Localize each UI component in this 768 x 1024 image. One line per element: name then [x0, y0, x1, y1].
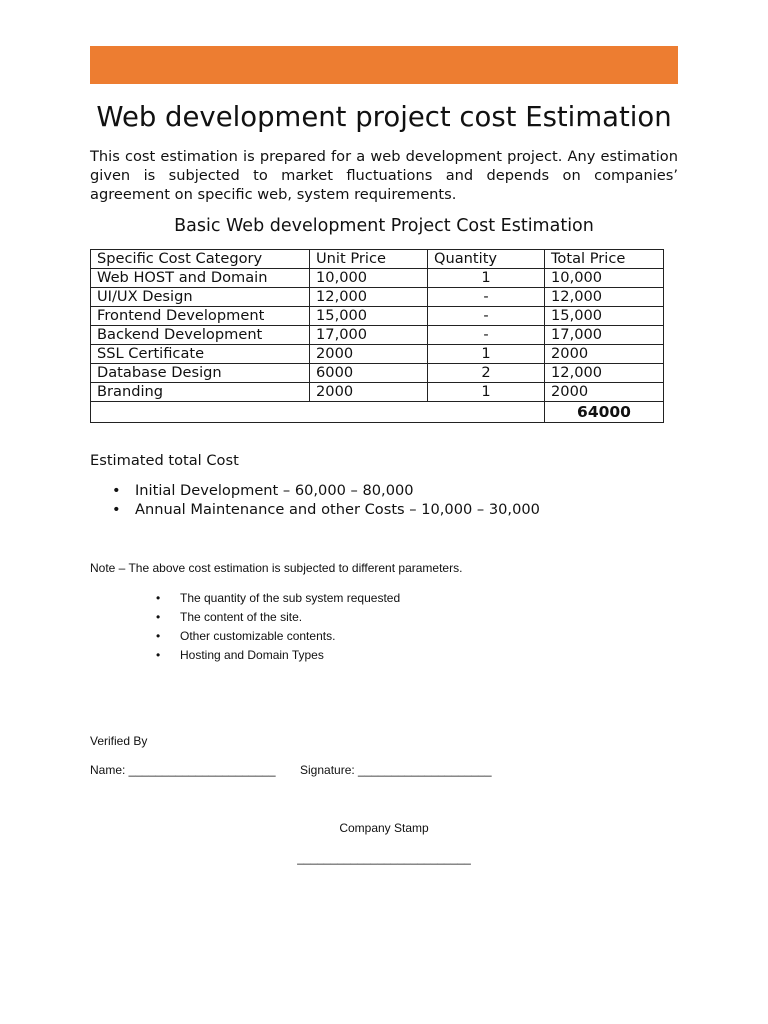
- cost-table: [90, 249, 664, 423]
- cell-unit-price: 15,000: [310, 307, 428, 326]
- name-field-line: Name: ______________________: [90, 763, 276, 777]
- cell-unit-price: 17,000: [310, 326, 428, 345]
- company-stamp-line: __________________________: [297, 851, 471, 865]
- table-row: [91, 307, 664, 326]
- parameter-label: The quantity of the sub system requested: [180, 591, 401, 605]
- estimate-heading: Estimated total Cost: [90, 452, 239, 469]
- table-row: [91, 269, 664, 288]
- table-header-row: [91, 250, 664, 269]
- intro-paragraph: This cost estimation is prepared for a web development project. Any estimation given is subjected to market fluctuations and depends on companies’ agreement on specific web, system requirements.: [90, 148, 678, 203]
- cell-unit-price: 10,000: [310, 269, 428, 288]
- header-total-price: Total Price: [545, 250, 664, 269]
- cell-category: SSL Certificate: [91, 345, 310, 364]
- parameter-label: Hosting and Domain Types: [180, 648, 324, 662]
- bullet-icon: •: [156, 591, 161, 605]
- cell-total-price: 15,000: [545, 307, 664, 326]
- bullet-icon: •: [156, 629, 161, 643]
- cell-quantity: 1: [428, 383, 545, 402]
- list-item: [90, 646, 590, 665]
- estimate-list: [90, 481, 678, 519]
- grand-total: 64000: [545, 402, 664, 423]
- table-row: [91, 326, 664, 345]
- cell-total-price: 10,000: [545, 269, 664, 288]
- grand-total-blank: [91, 402, 545, 423]
- parameter-label: The content of the site.: [180, 610, 303, 624]
- cell-category: UI/UX Design: [91, 288, 310, 307]
- cell-quantity: 2: [428, 364, 545, 383]
- document-title: Web development project cost Estimation: [96, 101, 672, 133]
- header-banner: [90, 46, 678, 84]
- list-item: [90, 500, 678, 519]
- table-title: Basic Web development Project Cost Estimation: [174, 216, 594, 236]
- cell-total-price: 2000: [545, 383, 664, 402]
- header-category: Specific Cost Category: [91, 250, 310, 269]
- cell-quantity: -: [428, 326, 545, 345]
- bullet-icon: •: [112, 501, 121, 518]
- list-item: [90, 481, 678, 500]
- table-row: [91, 288, 664, 307]
- list-item: [90, 589, 590, 608]
- header-unit-price: Unit Price: [310, 250, 428, 269]
- table-row: [91, 364, 664, 383]
- parameter-label: Other customizable contents.: [180, 629, 336, 643]
- cell-total-price: 17,000: [545, 326, 664, 345]
- cell-unit-price: 2000: [310, 383, 428, 402]
- table-row: [91, 383, 664, 402]
- bullet-icon: •: [156, 648, 161, 662]
- cell-unit-price: 6000: [310, 364, 428, 383]
- cell-total-price: 12,000: [545, 364, 664, 383]
- cell-total-price: 2000: [545, 345, 664, 364]
- table-row: [91, 345, 664, 364]
- estimate-item-label: Annual Maintenance and other Costs – 10,000 – 30,000: [135, 501, 540, 518]
- cell-category: Frontend Development: [91, 307, 310, 326]
- signature-field-line: Signature: ____________________: [300, 763, 492, 777]
- note-text: Note – The above cost estimation is subjected to different parameters.: [90, 561, 463, 575]
- cell-category: Backend Development: [91, 326, 310, 345]
- list-item: [90, 608, 590, 627]
- cell-category: Database Design: [91, 364, 310, 383]
- cell-quantity: 1: [428, 345, 545, 364]
- cell-quantity: -: [428, 307, 545, 326]
- verified-by-label: Verified By: [90, 734, 148, 748]
- cell-unit-price: 2000: [310, 345, 428, 364]
- parameter-list: [90, 589, 590, 665]
- cell-quantity: -: [428, 288, 545, 307]
- estimate-item-label: Initial Development – 60,000 – 80,000: [135, 482, 414, 499]
- cell-category: Branding: [91, 383, 310, 402]
- cell-category: Web HOST and Domain: [91, 269, 310, 288]
- header-quantity: Quantity: [428, 250, 545, 269]
- grand-total-row: [91, 402, 664, 423]
- company-stamp-label: Company Stamp: [339, 821, 429, 835]
- bullet-icon: •: [156, 610, 161, 624]
- cell-unit-price: 12,000: [310, 288, 428, 307]
- cell-quantity: 1: [428, 269, 545, 288]
- list-item: [90, 627, 590, 646]
- bullet-icon: •: [112, 482, 121, 499]
- cell-total-price: 12,000: [545, 288, 664, 307]
